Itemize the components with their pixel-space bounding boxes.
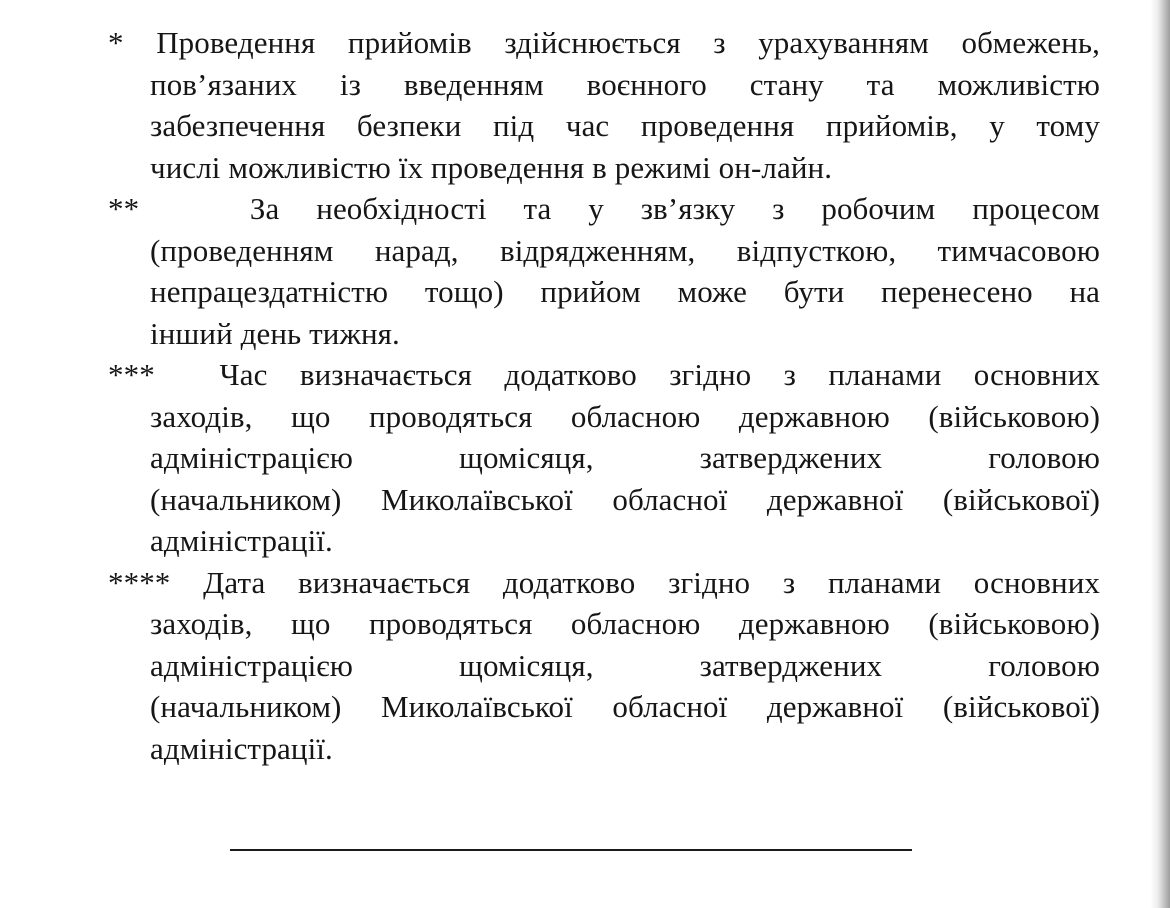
footnote-line: заходів, що проводяться обласною державною (військовою) [150,606,1100,641]
footnote-line: непрацездатністю тощо) прийом може бути перенесено на [150,274,1100,309]
footnote-line: числі можливістю їх проведення в режимі он-лайн. [150,149,833,185]
footnote-marker: * [108,25,124,60]
footnote-text: За необхідності та у зв’язку з робочим процесом [249,191,1101,226]
footnote-line: забезпечення безпеки під час проведення прийомів, у тому [150,108,1100,143]
footnote-line: адміністрації. [150,523,333,558]
footnote-line [108,22,1100,64]
signature-line-divider [230,849,912,851]
footnote-line: (начальником) Миколаївської обласної державної (військової) [150,481,1100,517]
footnote-line [108,188,1100,230]
footnote-line: заходів, що проводяться обласною державною (військовою) [150,398,1100,434]
page-edge-shadow [1150,0,1170,908]
footnotes-block [108,22,1100,769]
footnote-line: пов’язаних із введенням воєнного стану та можливістю [150,66,1100,102]
footnote-marker: **** [108,564,171,600]
footnote-text: Проведення прийомів здійснюється з урахуванням обмежень, [156,25,1100,60]
footnote-line: (проведенням нарад, відрядженням, відпусткою, тимчасовою [150,232,1100,268]
footnote-text: Час визначається додатково згідно з планами основних [219,357,1100,392]
footnote-line: (начальником) Миколаївської обласної державної (військової) [150,689,1100,724]
footnote-2 [108,188,1100,354]
footnote-line: адміністрації. [150,730,333,766]
footnote-line [108,354,1100,396]
footnote-marker: ** [108,191,140,226]
footnote-line: адміністрацією щомісяця, затверджених головою [150,440,1100,475]
footnote-line: інший день тижня. [150,315,400,351]
footnote-1 [108,22,1100,188]
footnote-line [108,562,1100,604]
footnote-text: Дата визначається додатково згідно з планами основних [203,564,1100,600]
footnote-marker: *** [108,357,155,392]
footnote-3 [108,354,1100,562]
footnote-line: адміністрацією щомісяця, затверджених головою [150,647,1100,683]
footnote-4 [108,562,1100,770]
